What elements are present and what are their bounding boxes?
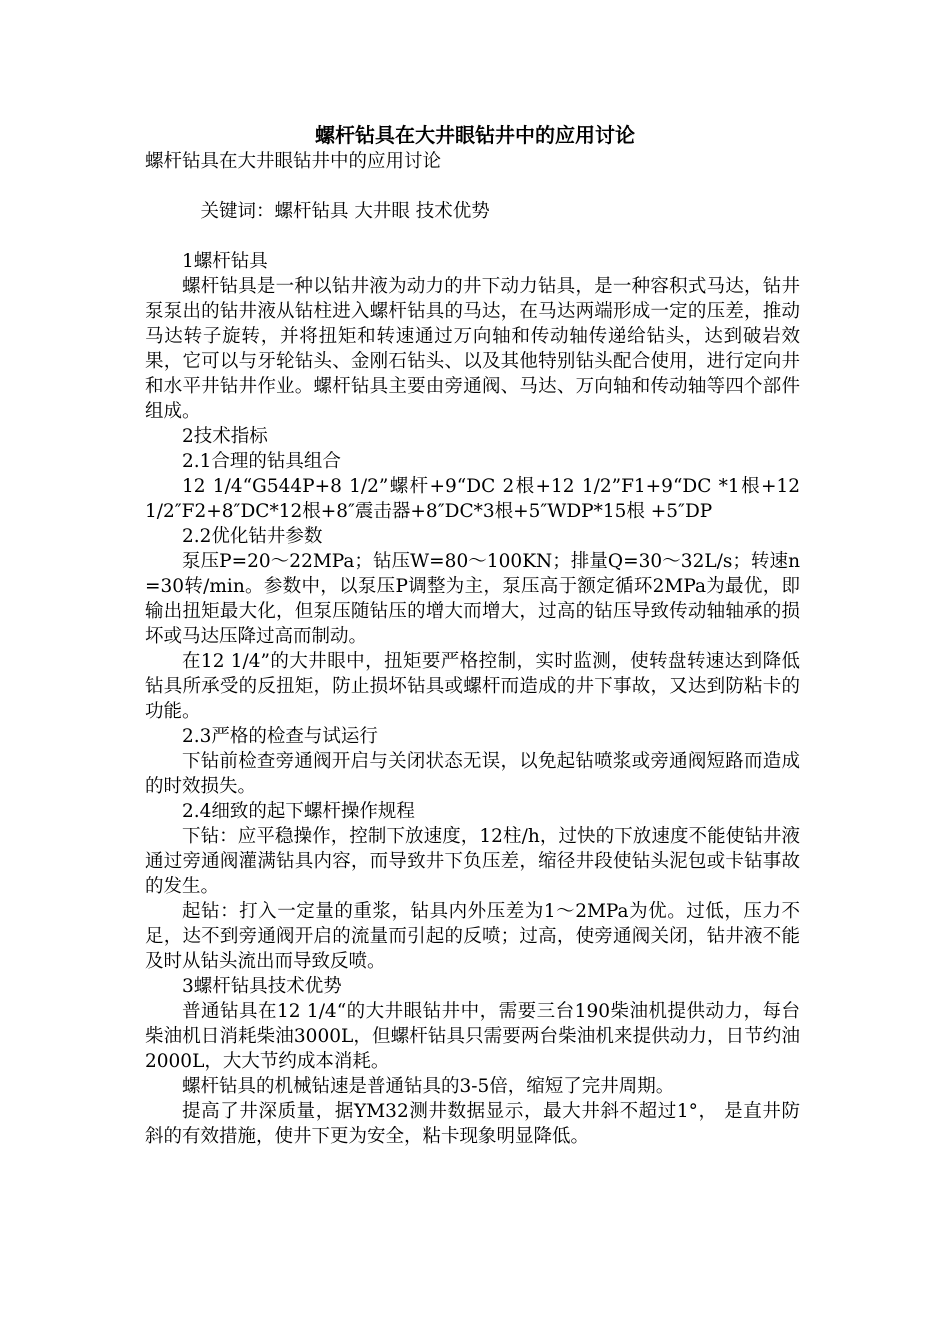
subsection-heading-2-2: 2.2优化钻井参数: [182, 526, 323, 547]
paragraph-torque: 在12 1/4”的大井眼中，扭矩要严格控制，实时监测，使转盘转速达到降低钻具所承受的反扭矩，防止损坏钻具或螺杆而造成的井下事故，又达到防粘卡的功能。: [145, 651, 800, 722]
paragraph-well-quality: 提高了井深质量，据YM32测井数据显示，最大井斜不超过1°， 是直井防斜的有效措施，使井下更为安全，粘卡现象明显降低。: [145, 1101, 800, 1147]
subsection-heading-2-1: 2.1合理的钻具组合: [182, 451, 341, 472]
subsection-heading-2-4: 2.4细致的起下螺杆操作规程: [182, 801, 415, 822]
section-heading-1: 1螺杆钻具: [182, 251, 268, 272]
paragraph-parameters: 泵压P=20～22MPa；钻压W=80～100KN；排量Q=30～32L/s；转速n=30转/min。参数中，以泵压P调整为主，泵压高于额定循环2MPa为最优，即输出扭矩最大化，但泵压随钻压的增大而增大，过高的钻压导致传动轴轴承的损坏或马达压降过高而制动。: [145, 551, 800, 647]
document-body: [145, 149, 800, 1149]
subsection-heading-2-3: 2.3严格的检查与试运行: [182, 726, 378, 747]
paragraph-running-in: 下钻：应平稳操作，控制下放速度，12柱/h，过快的下放速度不能使钻井液通过旁通阀灌满钻具内容，而导致井下负压差，缩径井段使钻头泥包或卡钻事故的发生。: [145, 826, 800, 897]
section-heading-3: 3螺杆钻具技术优势: [182, 976, 342, 997]
document-subtitle: 螺杆钻具在大井眼钻井中的应用讨论: [145, 151, 442, 172]
paragraph-fuel-savings: 普通钻具在12 1/4“的大井眼钻井中，需要三台190柴油机提供动力，每台柴油机日消耗柴油3000L，但螺杆钻具只需要两台柴油机来提供动力，日节约油2000L，大大节约成本消耗。: [145, 1001, 800, 1072]
paragraph-inspection: 下钻前检查旁通阀开启与关闭状态无误，以免起钻喷浆或旁通阀短路而造成的时效损失。: [145, 751, 800, 797]
paragraph-pulling-out: 起钻：打入一定量的重浆，钻具内外压差为1～2MPa为优。过低，压力不足，达不到旁通阀开启的流量而引起的反喷；过高，使旁通阀关闭，钻井液不能及时从钻头流出而导致反喷。: [145, 901, 800, 972]
paragraph-intro: 螺杆钻具是一种以钻井液为动力的井下动力钻具，是一种容积式马达，钻井泵泵出的钻井液从钻柱进入螺杆钻具的马达，在马达两端形成一定的压差，推动马达转子旋转，并将扭矩和转速通过万向轴和传动轴传递给钻头，达到破岩效果，它可以与牙轮钻头、金刚石钻头、以及其他特别钻头配合使用，进行定向井和水平井钻井作业。螺杆钻具主要由旁通阀、马达、万向轴和传动轴等四个部件组成。: [145, 276, 800, 422]
section-heading-2: 2技术指标: [182, 426, 268, 447]
paragraph-assembly: 12 1/4“G544P+8 1/2”螺杆+9“DC 2根+12 1/2”F1+9“DC *1根+12 1/2″F2+8″DC*12根+8″震击器+8″DC*3根+5″WDP*15根 +5″DP: [145, 476, 800, 522]
keywords-line: 关键词：螺杆钻具 大井眼 技术优势: [200, 201, 490, 222]
document-title: 螺杆钻具在大井眼钻井中的应用讨论: [315, 123, 635, 147]
paragraph-drilling-speed: 螺杆钻具的机械钻速是普通钻具的3-5倍，缩短了完井周期。: [182, 1076, 675, 1097]
